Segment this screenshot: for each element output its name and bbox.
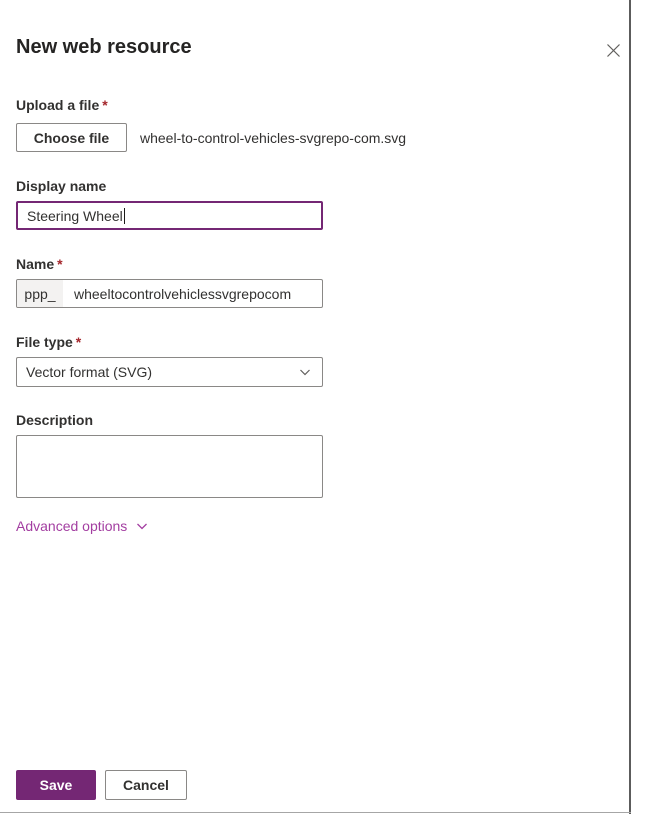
upload-file-label-text: Upload a file	[16, 97, 100, 113]
name-prefix: ppp_	[17, 280, 63, 307]
name-label	[16, 254, 63, 274]
upload-file-label	[16, 95, 108, 115]
advanced-options-toggle[interactable]	[16, 518, 149, 534]
chevron-down-icon	[135, 519, 149, 533]
description-textarea[interactable]	[16, 435, 323, 498]
required-asterisk: *	[102, 97, 108, 113]
file-type-select[interactable]	[16, 357, 323, 387]
chevron-down-icon	[298, 365, 322, 379]
name-label-text: Name	[16, 256, 55, 272]
save-button[interactable]: Save	[16, 770, 96, 800]
page-title: New web resource	[16, 36, 192, 58]
display-name-value: Steering Wheel	[27, 207, 123, 224]
required-asterisk: *	[75, 334, 82, 350]
cancel-button[interactable]: Cancel	[105, 770, 187, 800]
name-value: wheeltocontrolvehiclessvgrepocom	[74, 285, 292, 302]
footer-actions	[16, 770, 187, 800]
panel-bottom-border	[0, 812, 631, 813]
name-input[interactable]	[16, 279, 323, 308]
text-caret	[124, 208, 125, 224]
file-type-selected-value: Vector format (SVG)	[26, 364, 153, 380]
close-button[interactable]	[601, 38, 625, 62]
advanced-options-label: Advanced options	[16, 518, 128, 534]
required-asterisk: *	[57, 256, 63, 272]
close-icon	[606, 43, 621, 58]
description-label: Description	[16, 412, 94, 428]
uploaded-filename: wheel-to-control-vehicles-svgrepo-com.svg	[140, 129, 407, 146]
display-name-label: Display name	[16, 178, 107, 194]
panel-right-border	[629, 0, 631, 814]
file-type-label-text: File type	[16, 334, 73, 350]
upload-row	[16, 123, 406, 152]
choose-file-button[interactable]: Choose file	[16, 123, 127, 152]
display-name-input[interactable]	[16, 201, 323, 230]
file-type-label	[16, 332, 81, 352]
